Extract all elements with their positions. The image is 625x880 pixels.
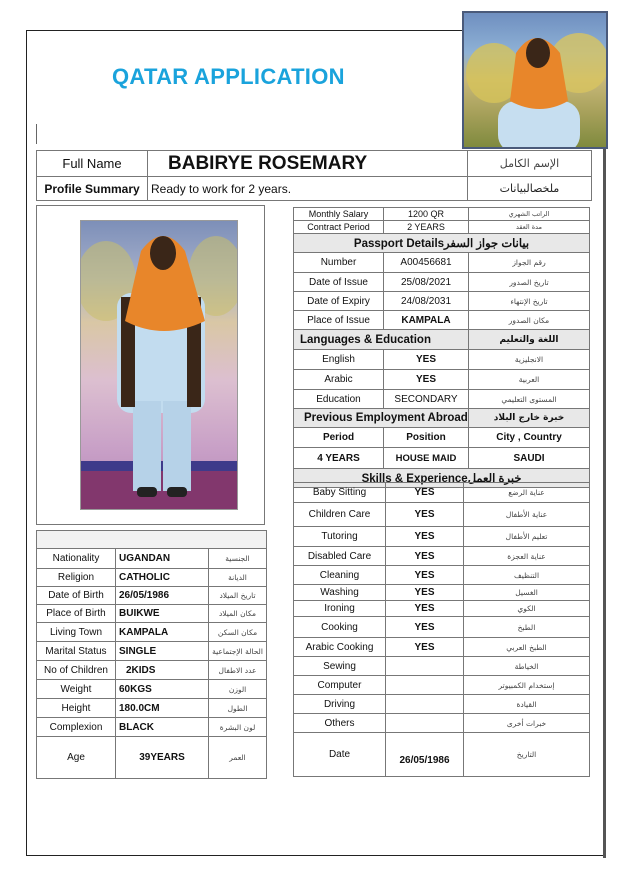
date-label: Date (294, 733, 386, 777)
contract-table (293, 207, 590, 253)
skill-label: Ironing (294, 601, 386, 617)
period-value: 4 YEARS (294, 448, 384, 469)
full-name-value: BABIRYE ROSEMARY (148, 151, 468, 177)
religion-value: CATHOLIC (116, 569, 209, 587)
children-value: 2KIDS (116, 661, 209, 680)
passport-number-value: A00456681 (384, 253, 469, 273)
header-table (36, 150, 592, 201)
nationality-label: Nationality (37, 549, 116, 569)
skill-ar: عناية العجزة (464, 547, 590, 566)
skill-label: Children Care (294, 503, 386, 527)
age-ar: العمر (209, 737, 267, 779)
skill-ar: الطبخ العربي (464, 638, 590, 657)
dob-value: 26/05/1986 (116, 587, 209, 605)
contract-period-value: 2 YEARS (384, 221, 469, 234)
weight-label: Weight (37, 680, 116, 699)
english-value: YES (384, 350, 469, 370)
date-ar: التاريخ (464, 733, 590, 777)
expiry-date-label: Date of Expiry (294, 292, 384, 311)
salary-ar: الراتب الشهري (469, 208, 590, 221)
education-label: Education (294, 390, 384, 409)
skill-value (386, 676, 464, 695)
complexion-value: BLACK (116, 718, 209, 737)
arabic-label: Arabic (294, 370, 384, 390)
religion-label: Religion (37, 569, 116, 587)
skill-label: Driving (294, 695, 386, 714)
page-shadow (603, 36, 606, 858)
margin-line (36, 124, 37, 144)
weight-value: 60KGS (116, 680, 209, 699)
passport-number-ar: رقم الجواز (469, 253, 590, 273)
pob-label: Place of Birth (37, 605, 116, 623)
living-town-ar: مكان السكن (209, 623, 267, 642)
passport-number-label: Number (294, 253, 384, 273)
marital-status-value: SINGLE (116, 642, 209, 661)
skill-value: YES (386, 617, 464, 638)
height-ar: الطول (209, 699, 267, 718)
skill-value: YES (386, 566, 464, 585)
skill-ar: خبرات أخرى (464, 714, 590, 733)
employment-heading-ar: خبرة خارج البلاد (469, 409, 590, 428)
skill-value: YES (386, 503, 464, 527)
salary-value: 1200 QR (384, 208, 469, 221)
height-label: Height (37, 699, 116, 718)
period-col-label: Period (294, 428, 384, 448)
place-of-issue-label: Place of Issue (294, 311, 384, 330)
position-value: HOUSE MAID (384, 448, 469, 469)
skill-label: Tutoring (294, 527, 386, 547)
skill-ar: التنظيف (464, 566, 590, 585)
employment-heading: Previous Employment Abroad (294, 409, 469, 428)
english-label: English (294, 350, 384, 370)
skill-label: Washing (294, 585, 386, 601)
skill-ar: تعليم الأطفال (464, 527, 590, 547)
nationality-ar: الجنسية (209, 549, 267, 569)
arabic-ar: العربية (469, 370, 590, 390)
skills-heading: Skills & Experienceخبرة العمل (294, 469, 590, 488)
issue-date-ar: تاريخ الصدور (469, 273, 590, 292)
passport-photo-small (462, 11, 608, 149)
skill-ar: عناية الرضع (464, 483, 590, 503)
skill-label: Arabic Cooking (294, 638, 386, 657)
skill-label: Cooking (294, 617, 386, 638)
skill-label: Computer (294, 676, 386, 695)
pob-ar: مكان الميلاد (209, 605, 267, 623)
full-name-label: Full Name (37, 151, 148, 177)
age-label: Age (37, 737, 116, 779)
expiry-date-value: 24/08/2031 (384, 292, 469, 311)
complexion-label: Complexion (37, 718, 116, 737)
skill-label: Disabled Care (294, 547, 386, 566)
skill-ar: عناية الأطفال (464, 503, 590, 527)
education-value: SECONDARY (384, 390, 469, 409)
living-town-label: Living Town (37, 623, 116, 642)
living-town-value: KAMPALA (116, 623, 209, 642)
full-name-ar: الإسم الكامل (468, 151, 592, 177)
candidate-photo (80, 220, 238, 510)
dob-ar: تاريخ الميلاد (209, 587, 267, 605)
marital-status-ar: الحالة الإجتماعية (209, 642, 267, 661)
religion-ar: الديانة (209, 569, 267, 587)
skill-value (386, 695, 464, 714)
skill-label: Cleaning (294, 566, 386, 585)
skill-value (386, 657, 464, 676)
complexion-ar: لون البشرة (209, 718, 267, 737)
contract-period-ar: مدة العقد (469, 221, 590, 234)
position-col-label: Position (384, 428, 469, 448)
skill-value: YES (386, 638, 464, 657)
age-value: 39YEARS (116, 737, 209, 779)
profile-summary-ar: ملخصالبيانات (468, 177, 592, 201)
issue-date-label: Date of Issue (294, 273, 384, 292)
children-label: No of Children (37, 661, 116, 680)
skill-value: YES (386, 527, 464, 547)
profile-summary-label: Profile Summary (37, 177, 148, 201)
profile-summary-value: Ready to work for 2 years. (148, 177, 468, 201)
nationality-value: UGANDAN (116, 549, 209, 569)
skill-label: Baby Sitting (294, 483, 386, 503)
skills-table (293, 482, 590, 777)
skill-ar: الطبخ (464, 617, 590, 638)
place-of-issue-value: KAMPALA (384, 311, 469, 330)
skill-label: Sewing (294, 657, 386, 676)
education-ar: المستوى التعليمي (469, 390, 590, 409)
skill-value: YES (386, 585, 464, 601)
skill-value: YES (386, 547, 464, 566)
page-title: QATAR APPLICATION (112, 64, 345, 89)
skill-ar: القيادة (464, 695, 590, 714)
date-value: 26/05/1986 (386, 733, 464, 777)
country-col-label: City , Country (469, 428, 590, 448)
languages-heading-ar: اللغة والتعليم (469, 330, 590, 350)
children-ar: عدد الاطفال (209, 661, 267, 680)
marital-status-label: Marital Status (37, 642, 116, 661)
skill-ar: إستخدام الكمبيوتر (464, 676, 590, 695)
weight-ar: الوزن (209, 680, 267, 699)
skill-ar: الغسيل (464, 585, 590, 601)
skill-ar: الخياطة (464, 657, 590, 676)
passport-heading: Passport Detailsبيانات جواز السفر (294, 234, 590, 253)
skill-value: YES (386, 601, 464, 617)
height-value: 180.0CM (116, 699, 209, 718)
country-value: SAUDI (469, 448, 590, 469)
skill-label: Others (294, 714, 386, 733)
arabic-value: YES (384, 370, 469, 390)
english-ar: الانجليزية (469, 350, 590, 370)
salary-label: Monthly Salary (294, 208, 384, 221)
skill-ar: الكوي (464, 601, 590, 617)
expiry-date-ar: تاريخ الإنتهاء (469, 292, 590, 311)
passport-table (293, 252, 590, 488)
skill-value (386, 714, 464, 733)
skill-value: YES (386, 483, 464, 503)
languages-heading: Languages & Education (294, 330, 469, 350)
personal-table (36, 530, 267, 779)
place-of-issue-ar: مكان الصدور (469, 311, 590, 330)
contract-period-label: Contract Period (294, 221, 384, 234)
personal-header-blank (37, 531, 267, 549)
pob-value: BUIKWE (116, 605, 209, 623)
dob-label: Date of Birth (37, 587, 116, 605)
issue-date-value: 25/08/2021 (384, 273, 469, 292)
